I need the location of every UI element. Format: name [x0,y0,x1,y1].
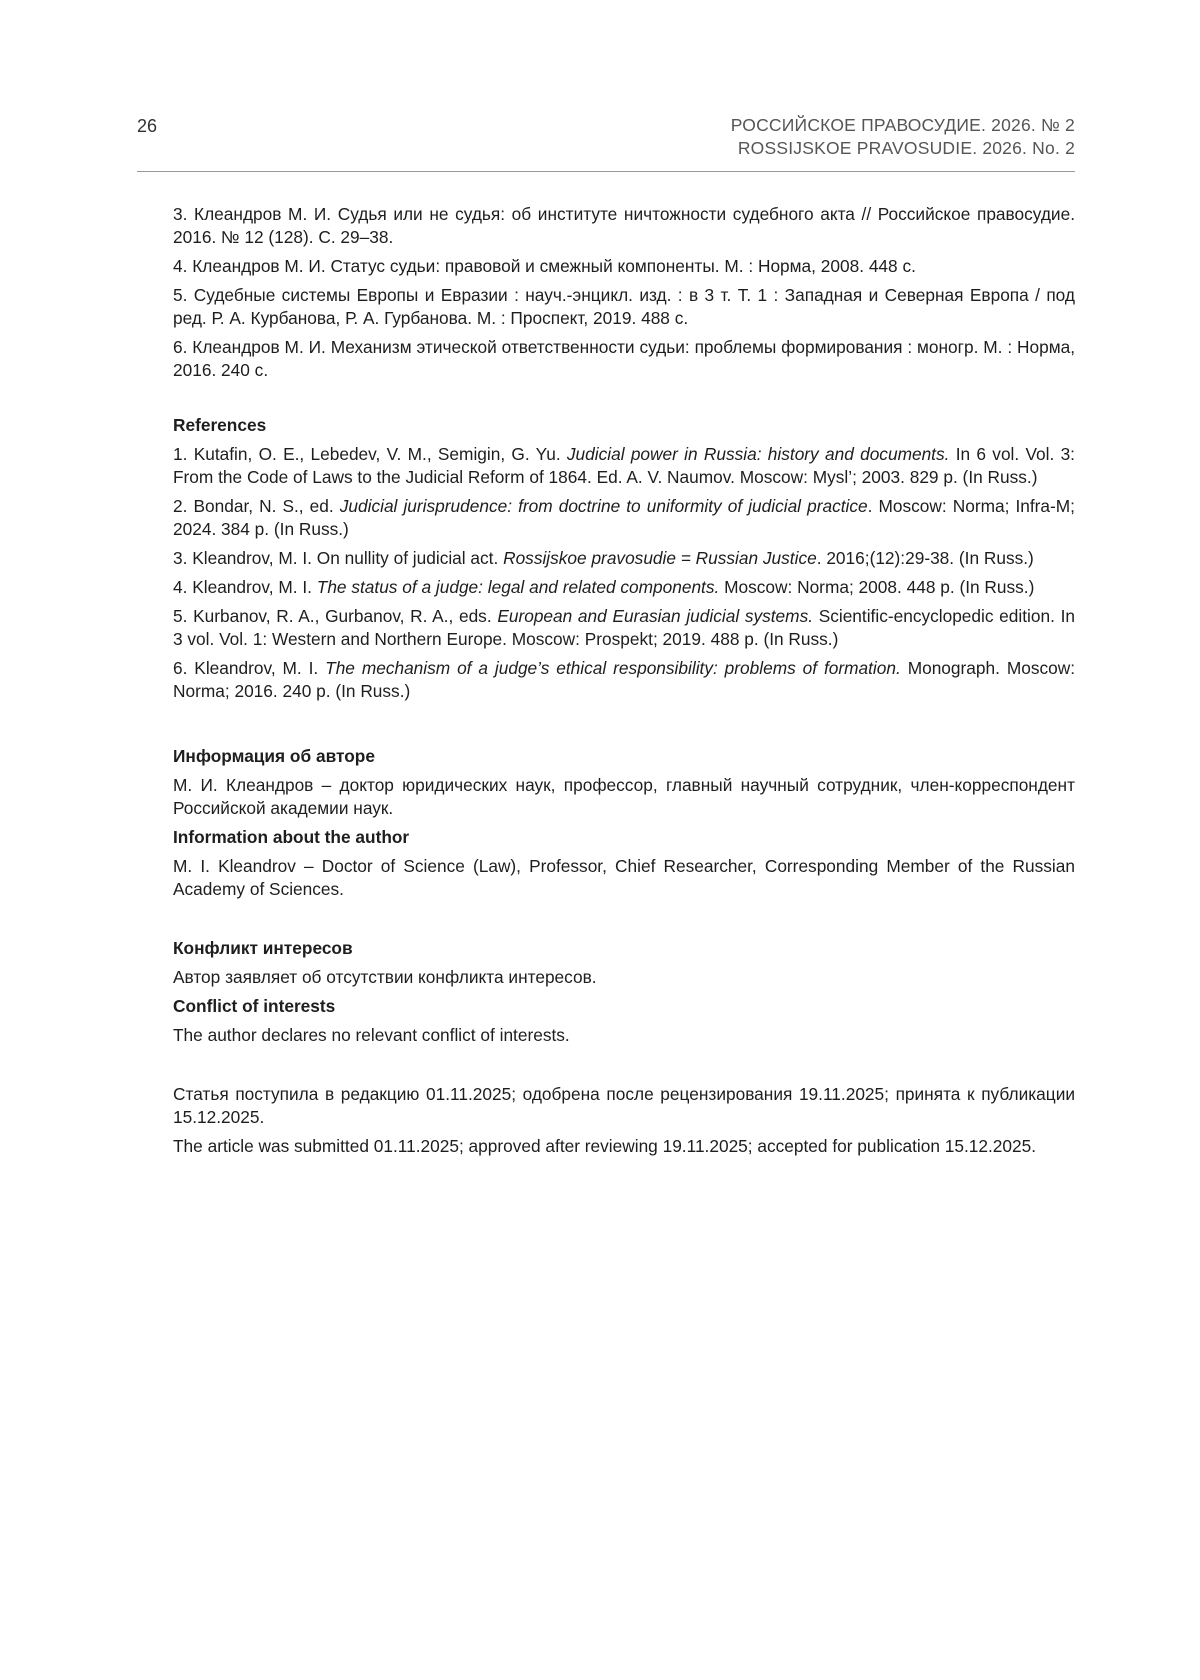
author-info-section [173,745,1075,901]
page-content [173,203,1075,1164]
journal-title-ru: РОССИЙСКОЕ ПРАВОСУДИЕ. 2026. № 2 [730,115,1075,135]
reference-entry: 6. Клеандров М. И. Механизм этической ответственности судьи: проблемы формирования : моногр. М. : Норма, 2016. 240 с. [173,337,1075,380]
reference-entry: 3. Клеандров М. И. Судья или не судья: об институте ничтожности судебного акта // Российское правосудие. 2016. № 12 (128). С. 29–38. [173,204,1075,247]
reference-entry: 5. Судебные системы Европы и Евразии : науч.-энцикл. изд. : в 3 т. Т. 1 : Западная и Северная Европа / под ред. Р. А. Курбанова, Р. А. Гурбанова. М. : Проспект, 2019. 488 с. [173,285,1075,328]
conflict-heading-ru: Конфликт интересов [173,938,353,958]
header-divider [137,171,1075,172]
reference-entry: 1. Kutafin, O. E., Lebedev, V. M., Semigin, G. Yu. Judicial power in Russia: history and documents. In 6 vol. Vol. 3: From the Code of Laws to the Judicial Reform of 1864. Ed. A. V. Naumov. Moscow: Mysl’; 2003. 829 p. (In Russ.) [173,444,1075,487]
running-head [731,114,1075,160]
references-section [173,414,1075,703]
conflict-section [173,937,1075,1047]
reference-entry: 2. Bondar, N. S., ed. Judicial jurisprudence: from doctrine to uniformity of judicial practice. Moscow: Norma; Infra-M; 2024. 384 p. (In Russ.) [173,496,1075,539]
author-info-text-ru: М. И. Клеандров – доктор юридических наук, профессор, главный научный сотрудник, член-корреспондент Российской академии наук. [173,775,1075,818]
article-dates-section [173,1083,1075,1158]
conflict-text-ru: Автор заявляет об отсутствии конфликта интересов. [173,967,597,987]
journal-title-en: ROSSIJSKOE PRAVOSUDIE. 2026. No. 2 [737,138,1075,158]
article-dates-en: The article was submitted 01.11.2025; approved after reviewing 19.11.2025; accepted for publication 15.12.2025. [173,1136,1037,1156]
reference-entry: 6. Kleandrov, M. I. The mechanism of a judge’s ethical responsibility: problems of formation. Monograph. Moscow: Norma; 2016. 240 p. (In Russ.) [173,658,1075,701]
conflict-heading-en: Conflict of interests [173,996,336,1016]
russian-reference-list [173,203,1075,382]
reference-entry: 4. Клеандров М. И. Статус судьи: правовой и смежный компоненты. М. : Норма, 2008. 448 с. [173,256,916,276]
author-info-heading-ru: Информация об авторе [173,746,375,766]
author-info-text-en: M. I. Kleandrov – Doctor of Science (Law), Professor, Chief Researcher, Corresponding Member of the Russian Academy of Sciences. [173,856,1075,899]
author-info-heading-en: Information about the author [173,827,410,847]
reference-entry: 3. Kleandrov, M. I. On nullity of judicial act. Rossijskoe pravosudie = Russian Justice. 2016;(12):29-38. (In Russ.) [173,548,1034,568]
conflict-text-en: The author declares no relevant conflict of interests. [173,1025,570,1045]
reference-entry: 5. Kurbanov, R. A., Gurbanov, R. A., eds. European and Eurasian judicial systems. Scientific-encyclopedic edition. In 3 vol. Vol. 1: Western and Northern Europe. Moscow: Prospekt; 2019. 488 p. (In Russ.) [173,606,1075,649]
page-number: 26 [137,116,158,136]
article-dates-ru: Статья поступила в редакцию 01.11.2025; одобрена после рецензирования 19.11.2025; принята к публикации 15.12.2025. [173,1084,1075,1127]
references-heading: References [173,415,267,435]
reference-entry: 4. Kleandrov, M. I. The status of a judge: legal and related components. Moscow: Norma; 2008. 448 p. (In Russ.) [173,577,1035,597]
